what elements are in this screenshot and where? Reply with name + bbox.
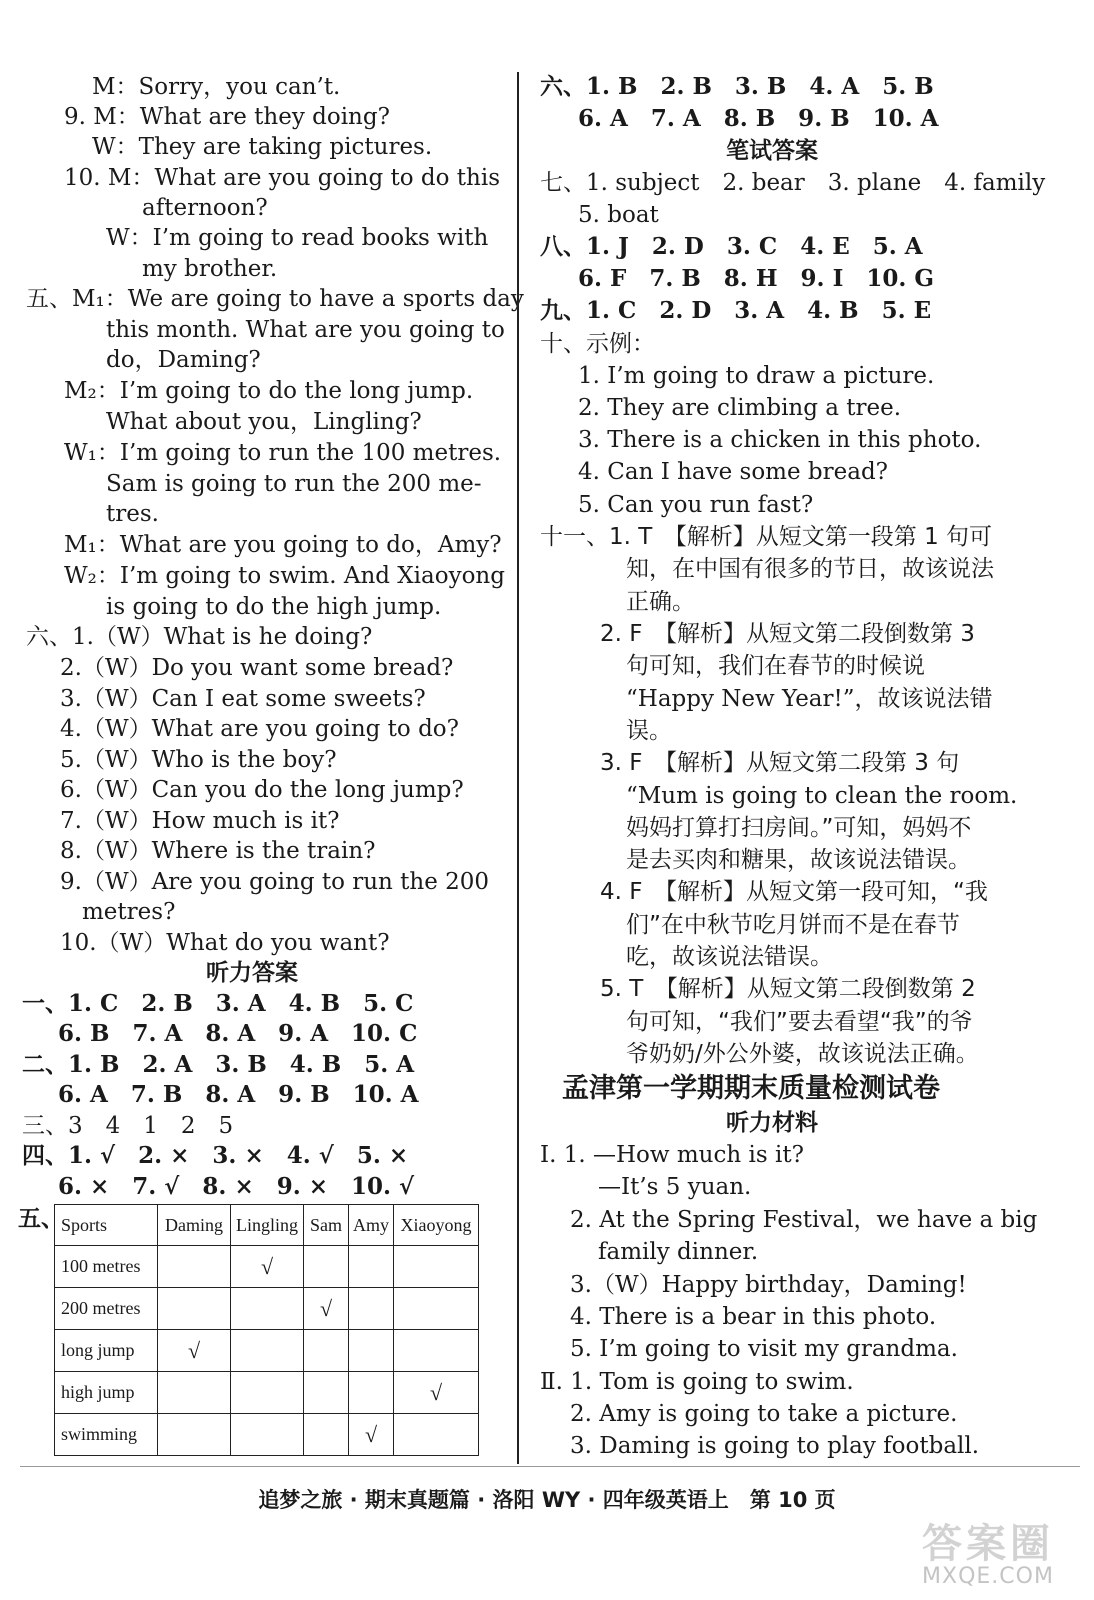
left-line-18: is going to do the high jump. (106, 594, 442, 620)
right-line-19: 3. F 【解析】从短文第二段第 3 句 (600, 750, 960, 776)
page-footer: 追梦之旅 · 期末真题篇 · 洛阳 WY · 四年级英语上 第 10 页 (258, 1488, 836, 1512)
answer-line-1: 一、1. C 2. B 3. A 4. B 5. C (22, 990, 414, 1017)
right-line-15: 2. F 【解析】从短文第二段倒数第 3 (600, 621, 975, 647)
material-line-3: 2. At the Spring Festival，we have a big (570, 1207, 1038, 1233)
check-cell (349, 1288, 394, 1330)
right-top-line-1: 六、1. B 2. B 3. B 4. A 5. B (540, 73, 934, 100)
check-cell (158, 1414, 231, 1456)
left-line-29: 10.（W）What do you want? (60, 930, 390, 956)
left-line-22: 4.（W）What are you going to do? (60, 716, 459, 742)
left-line-3: W：They are taking pictures. (92, 134, 433, 160)
check-cell (304, 1246, 349, 1288)
left-line-19: 六、1.（W）What is he doing? (26, 624, 373, 650)
answer-line-5: 三、3 4 1 2 5 (22, 1113, 234, 1139)
check-cell (158, 1288, 231, 1330)
check-cell (304, 1414, 349, 1456)
watermark-logo (898, 1512, 1078, 1592)
answer-line-2: 6. B 7. A 8. A 9. A 10. C (58, 1020, 418, 1047)
left-line-2: 9. M：What are they doing? (64, 104, 390, 130)
left-line-12: What about you，Lingling? (106, 409, 422, 435)
listening-answers-heading: 听力答案 (206, 960, 298, 986)
check-cell (231, 1372, 304, 1414)
exam-title: 孟津第一学期期末质量检测试卷 (562, 1073, 940, 1104)
left-line-4: 10. M：What are you going to do this (64, 165, 501, 191)
right-line-9: 3. There is a chicken in this photo. (578, 427, 982, 453)
table-row (55, 1288, 479, 1330)
check-cell: √ (349, 1414, 394, 1456)
check-cell: √ (394, 1372, 479, 1414)
right-line-8: 2. They are climbing a tree. (578, 395, 902, 421)
check-cell: √ (158, 1330, 231, 1372)
written-answers-heading: 笔试答案 (726, 138, 818, 164)
check-cell (231, 1414, 304, 1456)
header-sports: Sports (55, 1205, 158, 1246)
left-line-8: 五、M₁：We are going to have a sports day (26, 286, 524, 312)
left-line-16: M₁：What are you going to do，Amy? (64, 532, 502, 558)
header-xiaoyong: Xiaoyong (394, 1205, 479, 1246)
right-line-25: 吃，故该说法错误。 (626, 944, 833, 970)
left-line-5: afternoon? (142, 195, 268, 221)
column-divider (517, 72, 519, 1464)
check-cell (394, 1414, 479, 1456)
footer-rule (20, 1466, 1080, 1467)
right-line-12: 十一、1. T 【解析】从短文第一段第 1 句可 (540, 524, 993, 550)
right-top-line-2: 6. A 7. A 8. B 9. B 10. A (578, 105, 939, 132)
right-line-22: 是去买肉和糖果，故该说法错误。 (626, 847, 971, 873)
left-line-20: 2.（W）Do you want some bread? (60, 655, 454, 681)
left-line-13: W₁：I’m going to run the 100 metres. (64, 440, 502, 466)
check-cell (394, 1246, 479, 1288)
answer-line-4: 6. A 7. B 8. A 9. B 10. A (58, 1081, 419, 1108)
row-sport: long jump (55, 1330, 158, 1372)
row-sport: 200 metres (55, 1288, 158, 1330)
left-line-25: 7.（W）How much is it? (60, 808, 340, 834)
material-line-10: 3. Daming is going to play football. (570, 1433, 980, 1459)
check-cell (304, 1372, 349, 1414)
right-line-6: 十、示例： (540, 331, 655, 357)
left-line-24: 6.（W）Can you do the long jump? (60, 777, 464, 803)
right-line-5: 九、1. C 2. D 3. A 4. B 5. E (540, 297, 932, 324)
check-cell (231, 1330, 304, 1372)
listening-material-heading: 听力材料 (726, 1110, 818, 1136)
answer-line-6: 四、1. √ 2. × 3. × 4. √ 5. × (22, 1142, 409, 1169)
material-line-2: —It’s 5 yuan. (598, 1174, 752, 1200)
right-line-3: 八、1. J 2. D 3. C 4. E 5. A (540, 233, 923, 260)
left-line-15: tres. (106, 501, 159, 527)
right-line-1: 七、1. subject 2. bear 3. plane 4. family (540, 170, 1046, 196)
material-line-7: 5. I’m going to visit my grandma. (570, 1336, 958, 1362)
check-cell (304, 1330, 349, 1372)
table-row (55, 1330, 479, 1372)
left-line-7: my brother. (142, 256, 278, 282)
answer-line-3: 二、1. B 2. A 3. B 4. B 5. A (22, 1051, 415, 1078)
table-row (55, 1246, 479, 1288)
left-line-14: Sam is going to run the 200 me- (106, 471, 482, 497)
material-line-9: 2. Amy is going to take a picture. (570, 1401, 958, 1427)
check-cell (349, 1246, 394, 1288)
left-line-28: metres? (82, 899, 176, 925)
left-line-11: M₂：I’m going to do the long jump. (64, 378, 474, 404)
left-line-27: 9.（W）Are you going to run the 200 (60, 869, 490, 895)
check-cell (394, 1330, 479, 1372)
material-line-8: Ⅱ. 1. Tom is going to swim. (540, 1369, 854, 1395)
left-line-1: M：Sorry，you can’t. (92, 74, 341, 100)
right-line-26: 5. T 【解析】从短文第二段倒数第 2 (600, 976, 976, 1002)
right-line-21: 妈妈打算打扫房间。”可知，妈妈不 (626, 815, 972, 841)
sports-table (54, 1204, 479, 1456)
header-amy: Amy (349, 1205, 394, 1246)
table-row (55, 1414, 479, 1456)
header-daming: Daming (158, 1205, 231, 1246)
right-line-24: 们”在中秋节吃月饼而不是在春节 (626, 912, 960, 938)
table-label: 五、 (18, 1205, 64, 1232)
check-cell (231, 1288, 304, 1330)
row-sport: high jump (55, 1372, 158, 1414)
right-line-13: 知，在中国有很多的节日，故该说法 (626, 556, 994, 582)
right-line-28: 爷奶奶/外公外婆，故该说法正确。 (626, 1041, 979, 1067)
material-line-4: family dinner. (598, 1239, 759, 1265)
check-cell (158, 1372, 231, 1414)
left-line-9: this month. What are you going to (106, 317, 505, 343)
right-line-10: 4. Can I have some bread? (578, 459, 889, 485)
check-cell (349, 1372, 394, 1414)
left-line-21: 3.（W）Can I eat some sweets? (60, 686, 426, 712)
material-line-6: 4. There is a bear in this photo. (570, 1304, 937, 1330)
left-line-17: W₂：I’m going to swim. And Xiaoyong (64, 563, 505, 589)
check-cell (394, 1288, 479, 1330)
check-cell: √ (304, 1288, 349, 1330)
watermark-url: MXQE.COM (922, 1564, 1054, 1589)
check-cell: √ (231, 1246, 304, 1288)
right-line-23: 4. F 【解析】从短文第一段可知，“我 (600, 879, 988, 905)
answer-line-7: 6. × 7. √ 8. × 9. × 10. √ (58, 1173, 415, 1200)
right-line-2: 5. boat (578, 202, 659, 228)
right-line-4: 6. F 7. B 8. H 9. I 10. G (578, 265, 934, 292)
material-line-1: Ⅰ. 1. —How much is it? (540, 1142, 804, 1168)
table-header-row (55, 1205, 479, 1246)
right-line-27: 句可知，“我们”要去看望“我”的爷 (626, 1009, 973, 1035)
watermark-top: 答案圈 (922, 1521, 1054, 1567)
right-line-14: 正确。 (626, 589, 695, 615)
material-line-5: 3.（W）Happy birthday，Daming! (570, 1272, 967, 1298)
table-row (55, 1372, 479, 1414)
right-line-17: “Happy New Year!”，故该说法错 (626, 686, 993, 712)
check-cell (349, 1330, 394, 1372)
left-line-6: W：I’m going to read books with (106, 225, 489, 251)
right-line-11: 5. Can you run fast? (578, 492, 814, 518)
right-line-20: “Mum is going to clean the room. (626, 783, 1018, 809)
header-lingling: Lingling (231, 1205, 304, 1246)
right-line-16: 句可知，我们在春节的时候说 (626, 653, 925, 679)
left-line-26: 8.（W）Where is the train? (60, 838, 376, 864)
left-line-23: 5.（W）Who is the boy? (60, 747, 337, 773)
check-cell (158, 1246, 231, 1288)
header-sam: Sam (304, 1205, 349, 1246)
row-sport: swimming (55, 1414, 158, 1456)
right-line-18: 误。 (626, 718, 672, 744)
left-line-10: do，Daming? (106, 347, 261, 373)
right-line-7: 1. I’m going to draw a picture. (578, 363, 935, 389)
row-sport: 100 metres (55, 1246, 158, 1288)
